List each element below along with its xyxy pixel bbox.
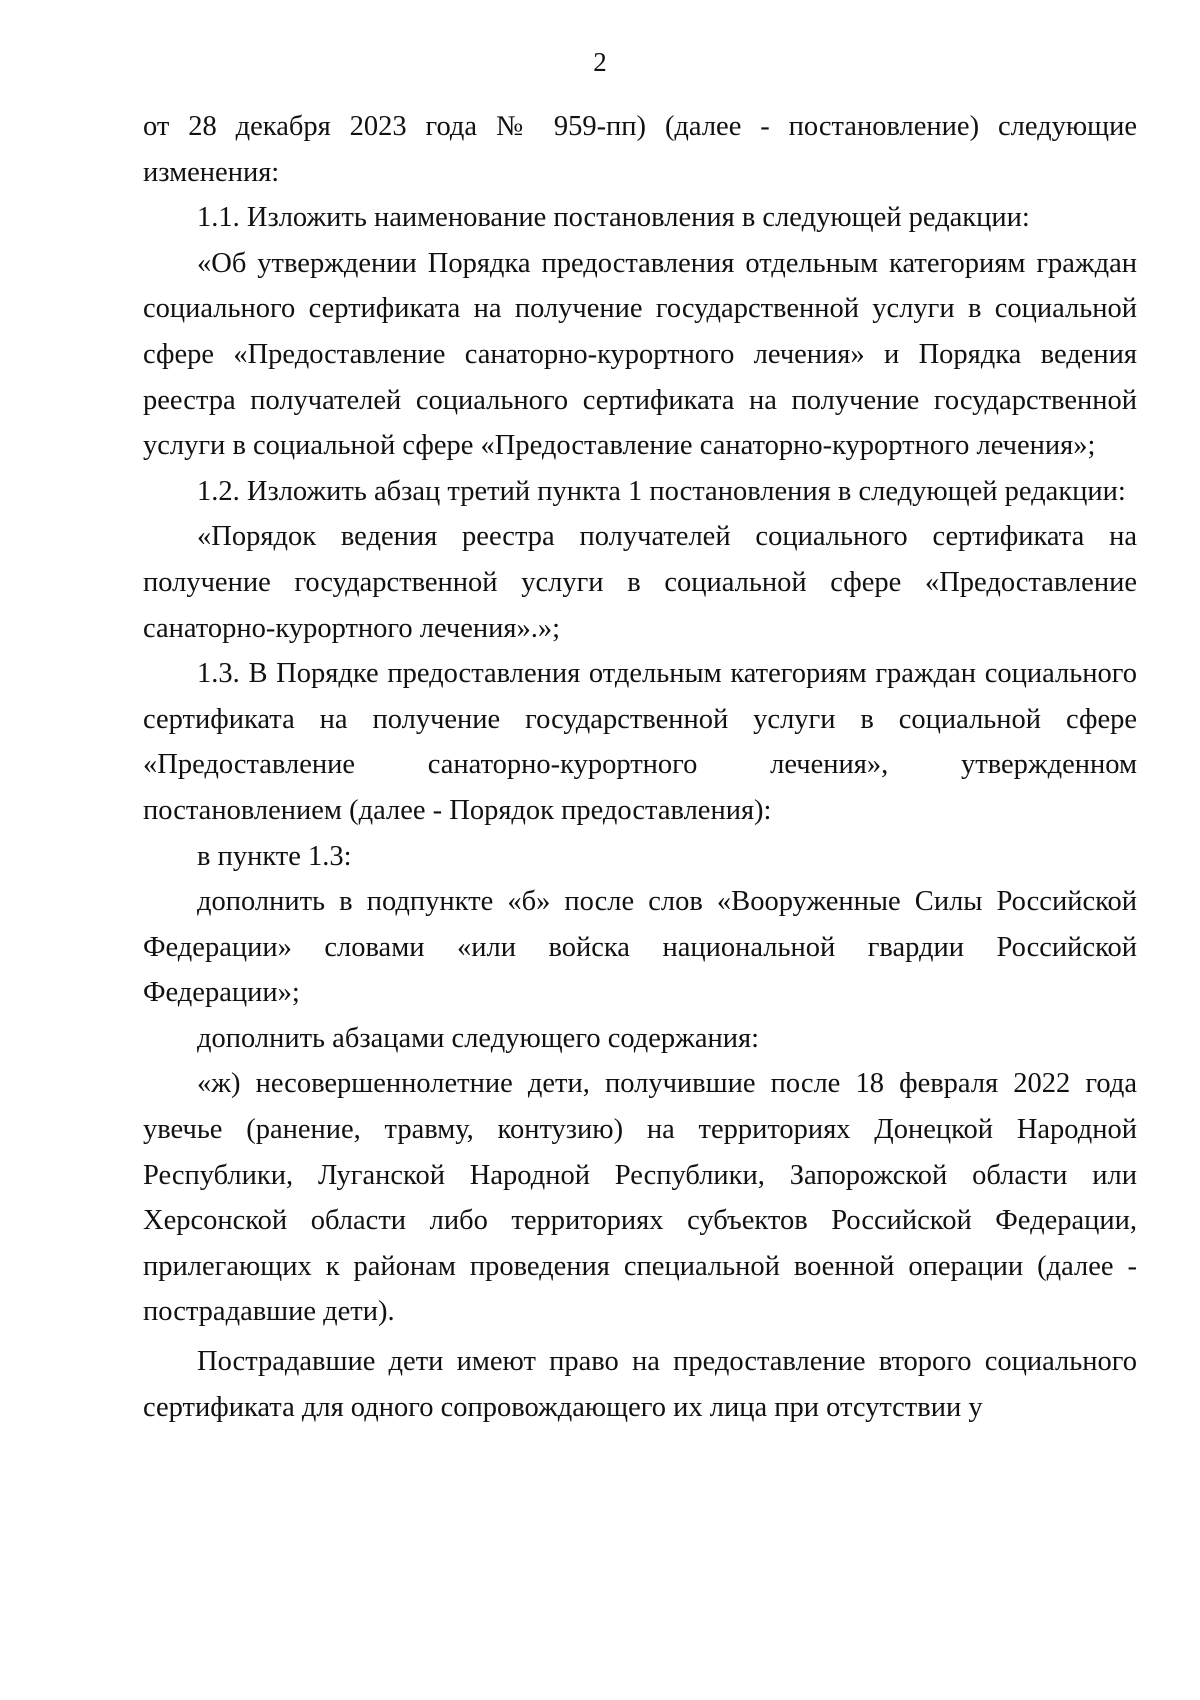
paragraph-second-certificate: Пострадавшие дети имеют право на предоставление второго социального сертификата для одного сопровождающего их лица при отсутствии у <box>143 1346 1137 1423</box>
paragraph-subpoint-b: дополнить в подпункте «б» после слов «Вооруженные Силы Российской Федерации» словами «или войска национальной гвардии Российской Федерации»; <box>143 886 1137 1009</box>
paragraph-item-1-1: 1.1. Изложить наименование постановления в следующей редакции: <box>197 202 1030 234</box>
paragraph-continuation: от 28 декабря 2023 года № 959-пп) (далее - постановление) следующие изменения: <box>143 111 1137 188</box>
page-number: 2 <box>593 47 607 77</box>
paragraph-register-quote: «Порядок ведения реестра получателей социального сертификата на получение государственной услуги в социальной сфере «Предоставление санаторно-курортного лечения».»; <box>143 521 1137 644</box>
paragraph-title-quote: «Об утверждении Порядка предоставления отдельным категориям граждан социального сертификата на получение государственной услуги в социальной сфере «Предоставление санаторно-курортного лечения» и Порядка ведения реестра получателей социального сертификата на получение государственной услуги в социальной сфере «Предоставление санаторно-курортного лечения»; <box>143 247 1137 462</box>
document-body <box>143 104 1137 1430</box>
paragraph-item-1-3: 1.3. В Порядке предоставления отдельным категориям граждан социального сертификата на получение государственной услуги в социальной сфере «Предоставление санаторно-курортного лечения», утвержденном постановлением (далее - Порядок предоставления): <box>143 658 1137 826</box>
paragraph-item-1-2: 1.2. Изложить абзац третий пункта 1 постановления в следующей редакции: <box>197 475 1126 507</box>
paragraph-add-clauses: дополнить абзацами следующего содержания: <box>197 1022 760 1054</box>
paragraph-subpoint-zh: «ж) несовершеннолетние дети, получившие после 18 февраля 2022 года увечье (ранение, травму, контузию) на территориях Донецкой Народной Республики, Луганской Народной Республики, Запорожской области или Херсонской области либо территориях субъектов Российской Федерации, прилегающих к районам проведения специальной военной операции (далее - пострадавшие дети). <box>143 1068 1137 1328</box>
paragraph-point-1-3: в пункте 1.3: <box>197 840 352 872</box>
